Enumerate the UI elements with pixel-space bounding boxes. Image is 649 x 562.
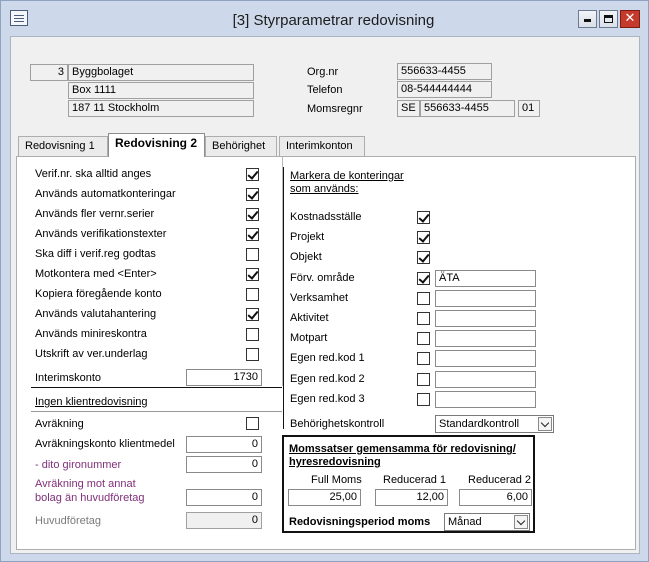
- gironummer-label: - dito gironummer: [35, 459, 122, 471]
- reducerad-1-label: Reducerad 1: [383, 474, 446, 486]
- option-label: Utskrift av ver.underlag: [35, 348, 148, 360]
- window-controls: [578, 10, 640, 28]
- behorighetskontroll-value: Standardkontroll: [439, 418, 520, 430]
- momssatser-heading-2: hyresredovisning: [289, 456, 381, 468]
- kontering-input[interactable]: [435, 371, 536, 388]
- kontering-checkbox[interactable]: [417, 332, 430, 345]
- interimskonto-input[interactable]: 1730: [186, 369, 262, 386]
- chevron-down-icon[interactable]: [514, 515, 528, 529]
- interimskonto-label: Interimskonto: [35, 372, 102, 384]
- option-checkbox[interactable]: [246, 348, 259, 361]
- reducerad-1-input[interactable]: 12,00: [375, 489, 448, 506]
- option-label: Verif.nr. ska alltid anges: [35, 168, 152, 180]
- kontering-checkbox[interactable]: [417, 211, 430, 224]
- kontering-checkbox[interactable]: [417, 373, 430, 386]
- option-checkbox[interactable]: [246, 188, 259, 201]
- divider: [283, 167, 284, 429]
- annat-bolag-label-2: bolag än huvudföretag: [35, 492, 145, 504]
- moms-country-field: SE: [397, 100, 420, 117]
- period-select[interactable]: [444, 513, 530, 531]
- tab-redovisning-1[interactable]: Redovisning 1: [18, 136, 108, 157]
- konteringar-heading-2: som används:: [290, 183, 359, 195]
- kontering-input[interactable]: [435, 330, 536, 347]
- huvudforetag-label: Huvudföretag: [35, 515, 102, 527]
- option-checkbox[interactable]: [246, 228, 259, 241]
- avrakningskonto-input[interactable]: 0: [186, 436, 262, 453]
- kontering-checkbox[interactable]: [417, 312, 430, 325]
- annat-bolag-label-1: Avräkning mot annat: [35, 478, 136, 490]
- reducerad-2-input[interactable]: 6,00: [459, 489, 532, 506]
- minimize-icon: [584, 19, 591, 22]
- konteringar-heading-1: Markera de konteringar: [290, 170, 404, 182]
- divider: [31, 387, 282, 388]
- minimize-button[interactable]: [578, 10, 597, 28]
- klient-heading: Ingen klientredovisning: [35, 396, 148, 408]
- option-checkbox[interactable]: [246, 308, 259, 321]
- full-moms-label: Full Moms: [311, 474, 362, 486]
- option-label: Ska diff i verif.reg godtas: [35, 248, 156, 260]
- option-label: Används minireskontra: [35, 328, 147, 340]
- kontering-label: Egen red.kod 3: [290, 392, 365, 405]
- option-label: Används automatkonteringar: [35, 188, 176, 200]
- momssatser-box: [282, 435, 535, 533]
- kontering-input[interactable]: [435, 310, 536, 327]
- company-number-field: 3: [30, 64, 68, 81]
- kontering-label: Objekt: [290, 251, 322, 264]
- kontering-label: Egen red.kod 2: [290, 372, 365, 385]
- option-checkbox[interactable]: [246, 268, 259, 281]
- tab-interimkonton[interactable]: Interimkonton: [279, 136, 365, 157]
- option-checkbox[interactable]: [246, 288, 259, 301]
- option-label: Motkontera med <Enter>: [35, 268, 157, 280]
- kontering-input[interactable]: ÄTA: [435, 270, 536, 287]
- orgnr-label: Org.nr: [307, 66, 339, 78]
- kontering-input[interactable]: [435, 350, 536, 367]
- moms-number-field: 556633-4455: [420, 100, 515, 117]
- company-address-field: Box 1111: [68, 82, 254, 99]
- title-bar[interactable]: [1, 1, 648, 35]
- option-checkbox[interactable]: [246, 248, 259, 261]
- huvudforetag-field: 0: [186, 512, 262, 529]
- kontering-label: Egen red.kod 1: [290, 352, 365, 365]
- maximize-button[interactable]: [599, 10, 618, 28]
- company-postal-field: 187 11 Stockholm: [68, 100, 254, 117]
- gironummer-input[interactable]: 0: [186, 456, 262, 473]
- kontering-label: Kostnadsställe: [290, 211, 362, 223]
- orgnr-field: 556633-4455: [397, 63, 492, 80]
- full-moms-input[interactable]: 25,00: [288, 489, 361, 506]
- telefon-label: Telefon: [307, 84, 343, 96]
- kontering-input[interactable]: [435, 290, 536, 307]
- kontering-checkbox[interactable]: [417, 251, 430, 264]
- option-checkbox[interactable]: [246, 208, 259, 221]
- kontering-label: Motpart: [290, 332, 328, 345]
- divider: [31, 411, 282, 412]
- option-label: Används valutahantering: [35, 308, 157, 320]
- maximize-icon: [604, 15, 613, 23]
- option-label: Kopiera föregående konto: [35, 288, 162, 300]
- company-name-field: Byggbolaget: [68, 64, 254, 81]
- tab-behorighet[interactable]: Behörighet: [205, 136, 277, 157]
- kontering-label: Projekt: [290, 231, 325, 244]
- close-button[interactable]: [620, 10, 640, 28]
- kontering-label: Verksamhet: [290, 291, 349, 304]
- chevron-down-icon[interactable]: [538, 417, 552, 431]
- avrakningskonto-label: Avräkningskonto klientmedel: [35, 438, 175, 450]
- avrakning-checkbox[interactable]: [246, 417, 259, 430]
- option-checkbox[interactable]: [246, 168, 259, 181]
- option-checkbox[interactable]: [246, 328, 259, 341]
- period-label: Redovisningsperiod moms: [289, 516, 431, 528]
- reducerad-2-label: Reducerad 2: [468, 474, 531, 486]
- kontering-checkbox[interactable]: [417, 272, 430, 285]
- momsregnr-label: Momsregnr: [307, 103, 363, 115]
- kontering-checkbox[interactable]: [417, 393, 430, 406]
- avrakning-label: Avräkning: [35, 418, 84, 430]
- close-icon: ✕: [624, 11, 636, 26]
- annat-bolag-input[interactable]: 0: [186, 489, 262, 506]
- kontering-checkbox[interactable]: [417, 231, 430, 244]
- behorighetskontroll-label: Behörighetskontroll: [290, 418, 385, 430]
- window-title: [3] Styrparametrar redovisning: [232, 12, 435, 29]
- moms-suffix-field: 01: [518, 100, 540, 117]
- kontering-label: Aktivitet: [290, 312, 329, 324]
- tab-redovisning-2[interactable]: Redovisning 2: [108, 133, 205, 157]
- client-area: [10, 36, 640, 554]
- kontering-input[interactable]: [435, 391, 536, 408]
- telefon-field: 08-544444444: [397, 81, 492, 98]
- period-value: Månad: [448, 516, 482, 528]
- kontering-checkbox[interactable]: [417, 292, 430, 305]
- kontering-checkbox[interactable]: [417, 352, 430, 365]
- option-label: Används verifikationstexter: [35, 228, 167, 240]
- momssatser-heading-1: Momssatser gemensamma för redovisning/: [289, 443, 516, 455]
- behorighetskontroll-select[interactable]: [435, 415, 554, 433]
- option-label: Används fler vernr.serier: [35, 208, 155, 220]
- kontering-label: Förv. område: [290, 271, 355, 284]
